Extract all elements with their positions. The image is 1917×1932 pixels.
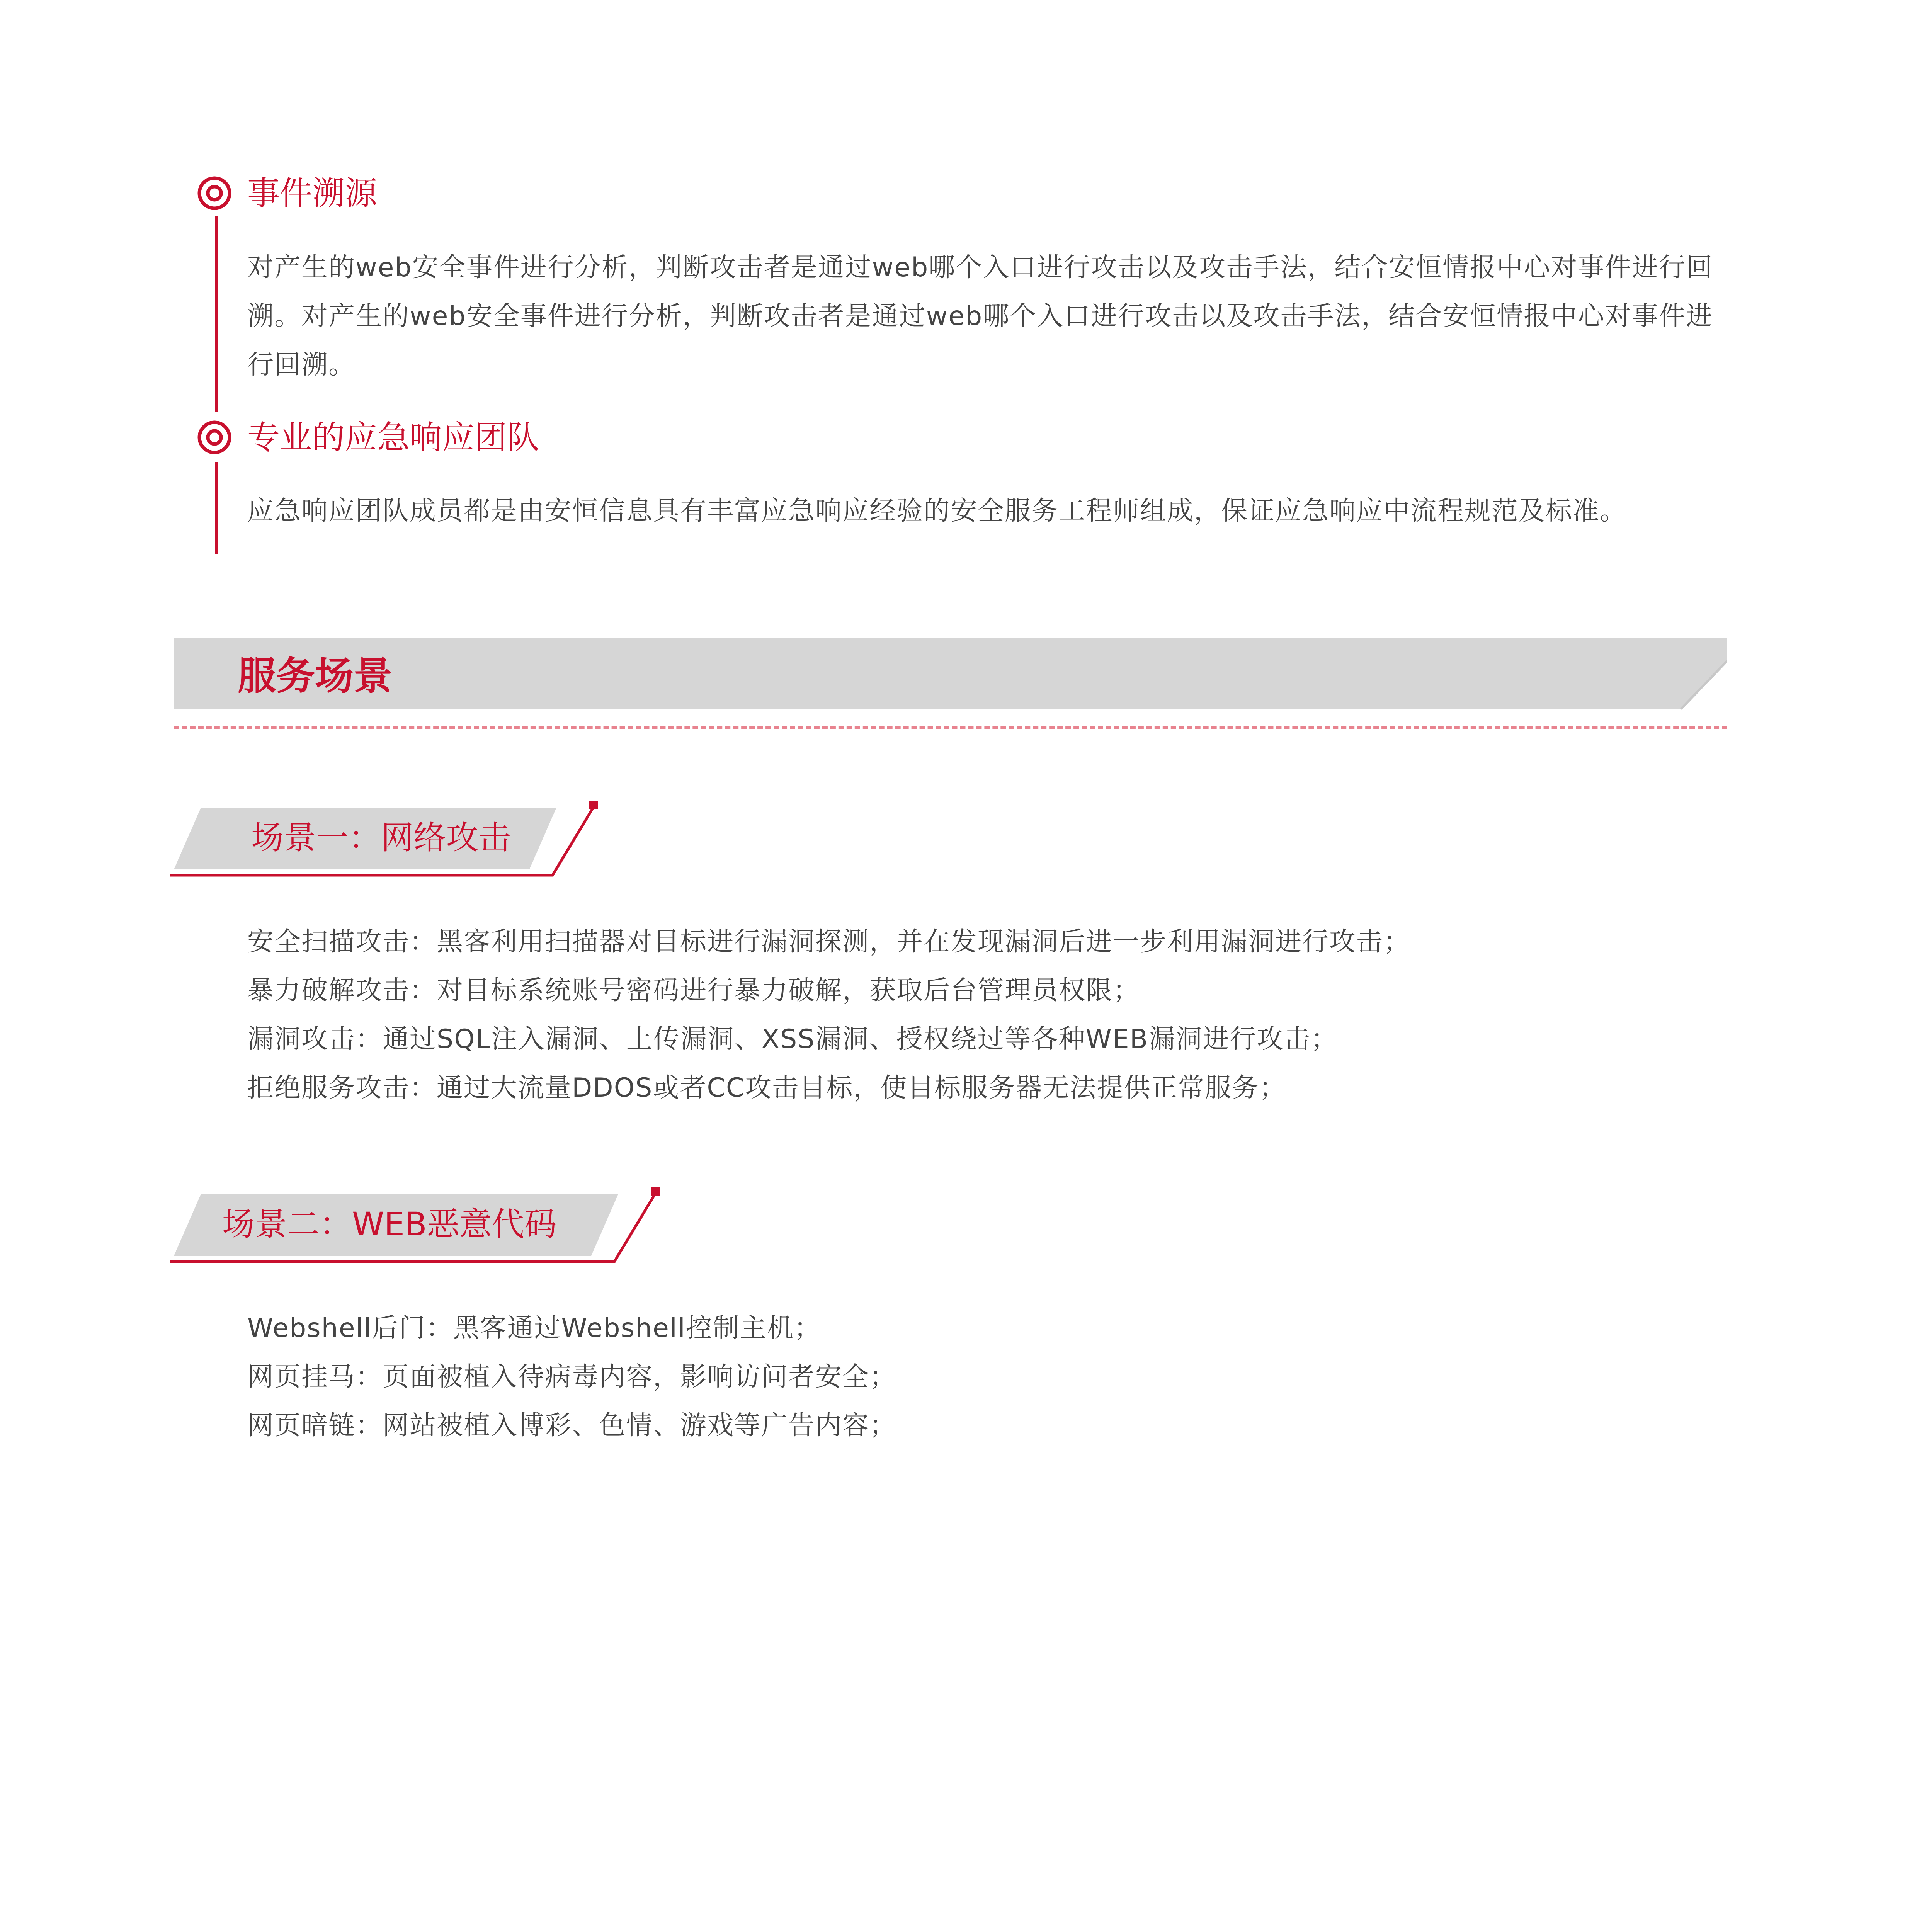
target-icon	[197, 420, 232, 455]
scene-title-network-attack: 场景一：网络攻击	[251, 819, 511, 857]
list-item: 漏洞攻击：通过SQL注入漏洞、上传漏洞、XSS漏洞、授权绕过等各种WEB漏洞进行攻击；	[247, 1024, 1338, 1054]
section-title: 服务场景	[238, 653, 392, 699]
feature-divider-line	[215, 462, 218, 554]
list-item: Webshell后门：黑客通过Webshell控制主机；	[247, 1313, 821, 1344]
list-item: 安全扫描攻击：黑客利用扫描器对目标进行漏洞探测，并在发现漏洞后进一步利用漏洞进行攻击；	[247, 927, 1411, 957]
scene-title-web-malicious-code: 场景二：WEB恶意代码	[222, 1205, 557, 1243]
list-item: 暴力破解攻击：对目标系统账号密码进行暴力破解，获取后台管理员权限；	[247, 975, 1140, 1006]
target-icon	[197, 176, 232, 211]
scene-list-web-malicious-code	[247, 1304, 1739, 1450]
feature-divider-line	[215, 216, 218, 412]
list-item: 网页挂马：页面被植入待病毒内容，影响访问者安全；	[247, 1362, 897, 1392]
scene-list-network-attack	[247, 918, 1739, 1112]
list-item: 拒绝服务攻击：通过大流量DDOS或者CC攻击目标，使目标服务器无法提供正常服务；	[247, 1073, 1286, 1103]
feature-body-emergency-team: 应急响应团队成员都是由安恒信息具有丰富应急响应经验的安全服务工程师组成，保证应急响应中流程规范及标准。	[247, 496, 1627, 526]
feature-title-event-tracing: 事件溯源	[247, 174, 378, 212]
section-dashed-divider	[174, 726, 1727, 729]
section-header-bar	[174, 638, 1727, 712]
feature-title-emergency-team: 专业的应急响应团队	[247, 418, 540, 456]
feature-body-event-tracing: 对产生的web安全事件进行分析，判断攻击者是通过web哪个入口进行攻击以及攻击手法，结合安恒情报中心对事件进行回溯。对产生的web安全事件进行分析，判断攻击者是通过web哪个入口进行攻击以及攻击手法，结合安恒情报中心对事件进行回溯。	[247, 252, 1713, 380]
list-item: 网页暗链：网站被植入博彩、色情、游戏等广告内容；	[247, 1410, 897, 1441]
